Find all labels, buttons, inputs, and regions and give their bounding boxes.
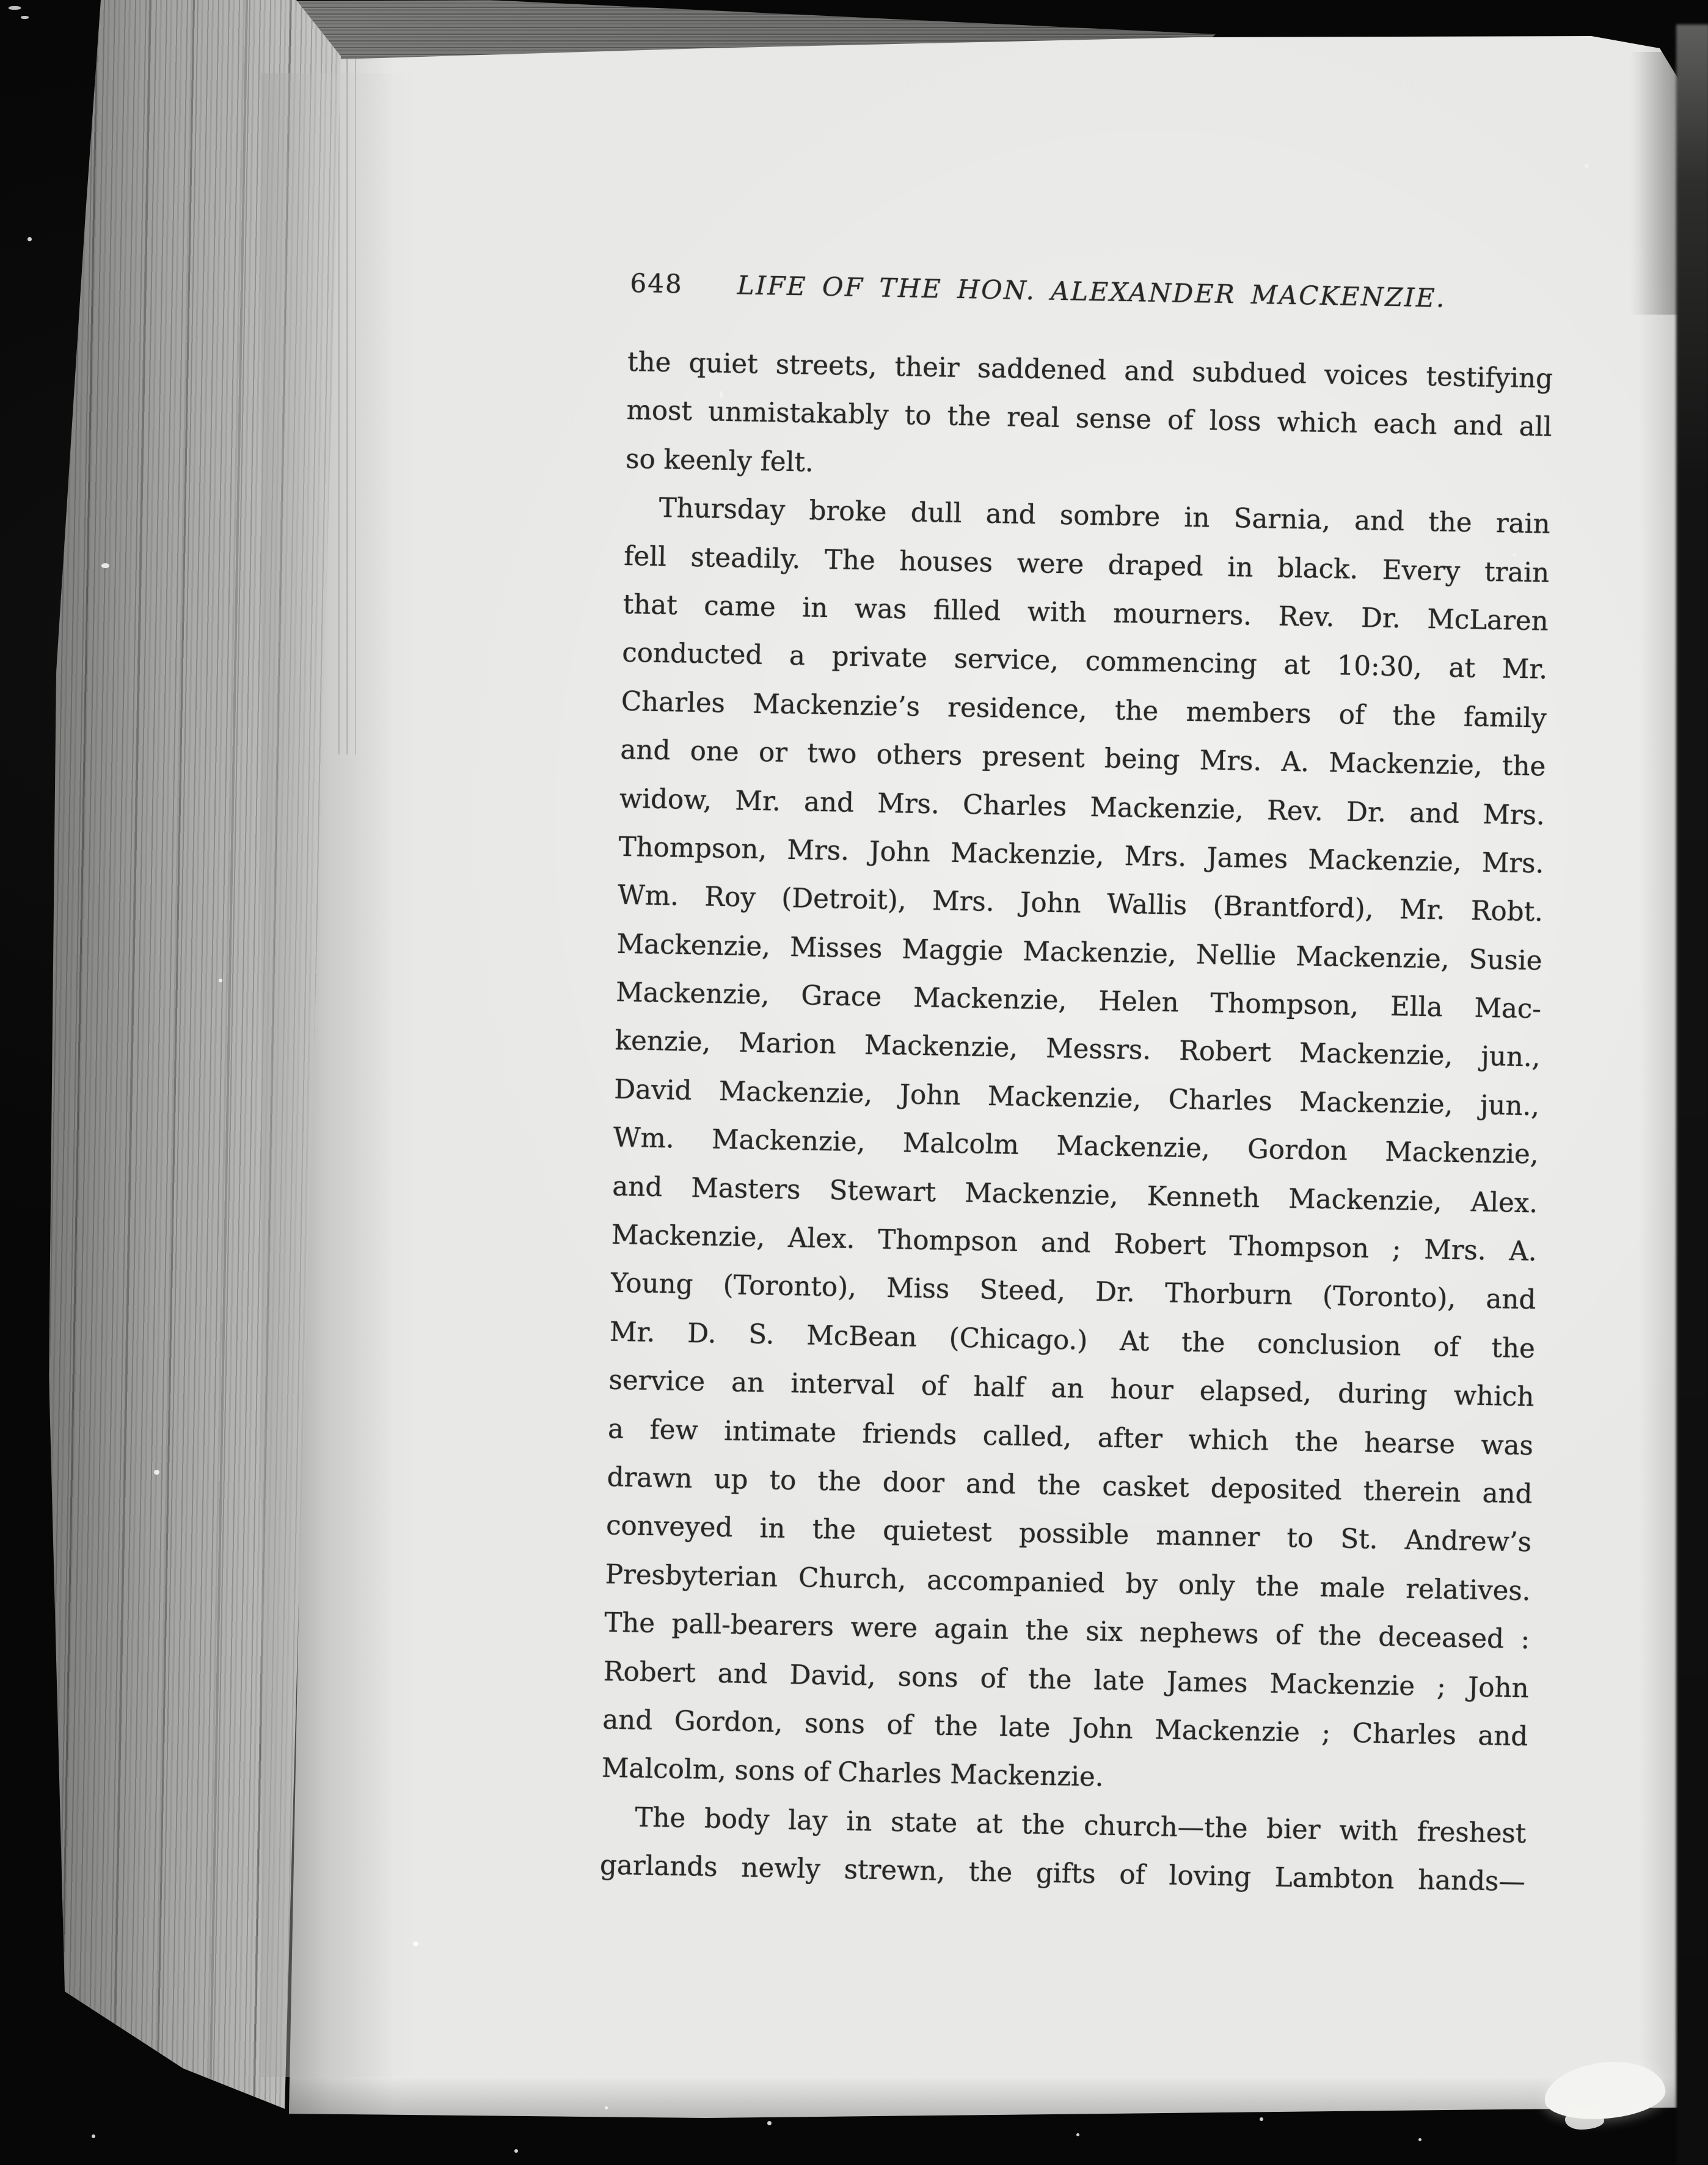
text-line: service an interval of half an hour elapsed, during which [608,1365,1535,1413]
text-line: and Gordon, sons of the late John Mackenzie ; Charles and [602,1704,1528,1753]
text-line: fell steadily. The houses were draped in black. Every train [623,541,1550,589]
text-line: a few intimate friends called, after which the hearse was [607,1414,1534,1462]
page-number: 648 [630,268,684,299]
text-line: conducted a private service, commencing at 10:30, at Mr. [621,638,1548,685]
dust-speck [1585,164,1589,168]
text-line: Mackenzie, Misses Maggie Mackenzie, Nellie Mackenzie, Susie [616,929,1542,977]
text-line: and Masters Stewart Mackenzie, Kenneth Mackenzie, Alex. [611,1171,1538,1219]
page-bottom-shadow [278,2077,1694,2120]
text-line: widow, Mr. and Mrs. Charles Mackenzie, Rev. Dr. and Mrs. [619,783,1546,831]
running-title: LIFE OF THE HON. ALEXANDER MACKENZIE. [737,270,1447,313]
dust-scratch [9,6,21,10]
dust-speck [767,2121,772,2125]
dust-speck [1260,2117,1263,2121]
dust-speck [605,2106,608,2109]
text-line: Thursday broke dull and sombre in Sarnia, and the rain [659,493,1550,540]
text-line: Mr. D. S. McBean (Chicago.) At the conclusion of the [609,1316,1536,1365]
text-line: conveyed in the quietest possible manner to St. Andrew’s [605,1511,1532,1558]
text-line: The body lay in state at the church—the bier with freshest [635,1802,1527,1850]
text-line: Wm. Roy (Detroit), Mrs. John Wallis (Brantford), Mr. Robt. [617,880,1544,928]
photo-edge-band [1676,24,1708,2165]
dust-speck [720,391,723,398]
text-line: Thompson, Mrs. John Mackenzie, Mrs. James Mackenzie, Mrs. [618,831,1544,880]
dust-scratch [21,16,29,19]
dust-speck [1418,2138,1422,2141]
text-line: The pall-bearers were again the six nephews of the deceased : [604,1607,1530,1656]
body-text [599,338,1553,1907]
dust-speck [154,1470,159,1475]
dust-speck [101,563,109,568]
fore-edge-page-blend [261,73,417,2077]
dust-speck [1513,553,1516,557]
text-line: kenzie, Marion Mackenzie, Messrs. Robert Mackenzie, jun., [615,1026,1541,1074]
dust-speck [413,1941,418,1946]
text-line: Presbyterian Church, accompanied by only the male relatives. [605,1559,1531,1607]
text-line: that came in was filled with mourners. Rev. Dr. McLaren [622,589,1549,637]
page-text [599,268,1554,1907]
text-line: drawn up to the door and the casket deposited therein and [607,1462,1533,1510]
text-line: Malcolm, sons of Charles Mackenzie. [601,1753,1104,1793]
dust-speck [27,237,32,241]
text-line: the quiet streets, their saddened and subdued voices testifying [627,346,1553,395]
text-line: most unmistakably to the real sense of loss which each and all [626,395,1552,444]
text-line: Mackenzie, Alex. Thompson and Robert Thompson ; Mrs. A. [611,1219,1538,1268]
dust-speck [219,979,222,982]
text-line: David Mackenzie, John Mackenzie, Charles Mackenzie, jun., [613,1074,1540,1122]
dust-speck [514,2149,518,2153]
page-holder-blob-small [1565,2108,1604,2130]
text-line: Mackenzie, Grace Mackenzie, Helen Thompson, Ella Mac- [615,977,1542,1025]
text-line: Young (Toronto), Miss Steed, Dr. Thorburn (Toronto), and [610,1268,1536,1316]
text-line: Charles Mackenzie’s residence, the members of the family [621,686,1547,734]
text-line: Robert and David, sons of the late James Mackenzie ; John [603,1656,1530,1704]
text-line: Wm. Mackenzie, Malcolm Mackenzie, Gordon Mackenzie, [613,1123,1539,1170]
dust-speck [887,1200,891,1203]
dust-speck [92,2134,95,2138]
text-line: so keenly felt. [625,444,814,478]
text-line: garlands newly strewn, the gifts of loving Lambton hands— [599,1850,1526,1898]
text-line: and one or two others present being Mrs. A. Mackenzie, the [620,734,1546,783]
dust-speck [1076,2133,1079,2136]
